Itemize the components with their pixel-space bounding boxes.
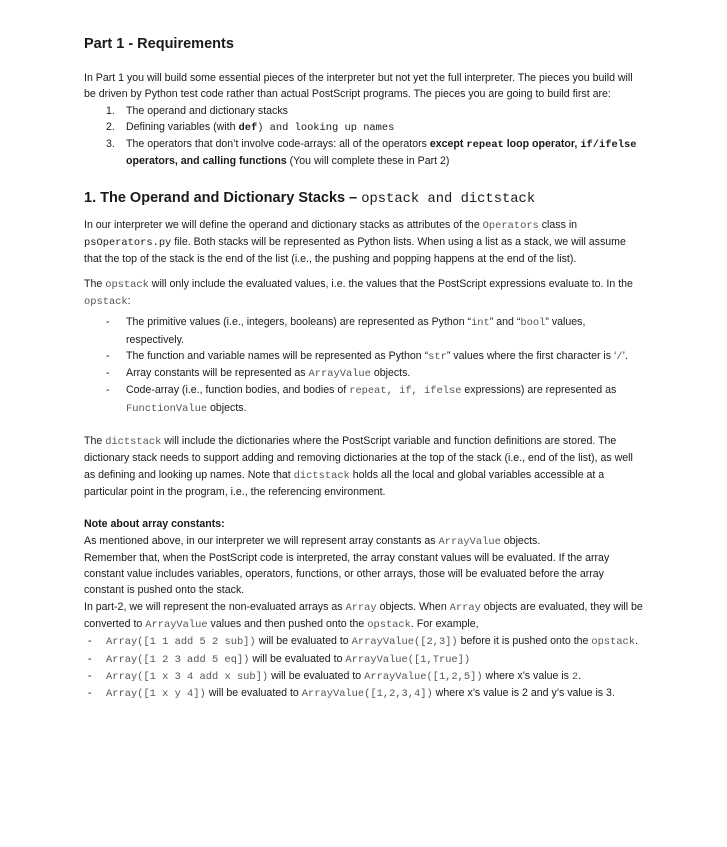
- list-item: - Array constants will be represented as ArrayValue objects.: [106, 367, 411, 381]
- list-item: - Array([1 2 3 add 5 eq]) will be evaluated to ArrayValue([1,True]): [88, 652, 471, 666]
- section1-paragraph-opstack: The opstack will only include the evaluated values, i.e. the values that the PostScript expressions evaluate to. In the opstack:: [84, 277, 633, 308]
- list-item: - Code-array (i.e., function bodies, and bodies of repeat, if, ifelse expressions) are represented as FunctionValue objects.: [106, 384, 617, 415]
- note-heading: Note about array constants:: [84, 518, 225, 531]
- list-item: 3. The operators that don’t involve code-arrays: all of the operators except repeat loop operator, if/ifelse operators, and calling functions (You will complete these in Part 2): [106, 138, 637, 168]
- document-page: [84, 34, 644, 703]
- note-line-1: As mentioned above, in our interpreter we will represent array constants as ArrayValue objects.: [84, 534, 541, 548]
- note-line-3: In part-2, we will represent the non-evaluated arrays as Array objects. When Array objects are evaluated, they will be converted to ArrayValue values and then pushed onto the opstack. For example,: [84, 600, 643, 632]
- list-item: - The primitive values (i.e., integers, booleans) are represented as Python “int” and “bool” values, respectively.: [106, 316, 586, 346]
- part1-heading: Part 1 - Requirements: [84, 36, 234, 52]
- list-item: - Array([1 1 add 5 2 sub]) will be evaluated to ArrayValue([2,3]) before it is pushed onto the opstack.: [88, 635, 638, 649]
- requirements-list: [84, 103, 644, 170]
- list-item: 2. Defining variables (with def) and looking up names: [106, 120, 395, 134]
- array-example-list: [84, 633, 644, 702]
- part1-intro: In Part 1 you will build some essential pieces of the interpreter but not yet the full interpreter. The pieces you build will be driven by Python test code rather than actual PostScript programs. The pieces you are going to build first are:: [84, 72, 633, 101]
- list-item: - Array([1 x 3 4 add x sub]) will be evaluated to ArrayValue([1,2,5]) where x’s value is 2.: [88, 669, 582, 683]
- section1-paragraph-stacks: In our interpreter we will define the operand and dictionary stacks as attributes of the Operators class in psOperators.py file. Both stacks will be represented as Python lists. When using a list as a stack, we will assume that the top of the stack is the end of the list (i.e., the pushing and popping happens at the end of the list).: [84, 218, 626, 266]
- section1-heading: 1. The Operand and Dictionary Stacks – opstack and dictstack: [84, 189, 536, 207]
- list-item: - Array([1 x y 4]) will be evaluated to ArrayValue([1,2,3,4]) where x’s value is 2 and y’s value is 3.: [88, 687, 615, 701]
- list-item: - The function and variable names will be represented as Python “str” values where the first character is ‘/’.: [106, 349, 628, 363]
- note-line-2: Remember that, when the PostScript code is interpreted, the array constant values will be evaluated. If the array constant value includes variables, operators, functions, or other arrays, those will be evaluated before the array constant is pushed onto the stack.: [84, 551, 610, 597]
- list-item: 1. The operand and dictionary stacks: [106, 104, 288, 117]
- opstack-bullet-list: [84, 314, 644, 417]
- section1-paragraph-dictstack: The dictstack will include the dictionaries where the PostScript variable and function definitions are stored. The dictionary stack needs to support adding and removing dictionaries at the top of the stack (i.e., end of the list), as well as defining and looking up names. Note that dictstack holds all the local and global variables accessible at a particular point in the program, i.e., the referencing environment.: [84, 435, 633, 498]
